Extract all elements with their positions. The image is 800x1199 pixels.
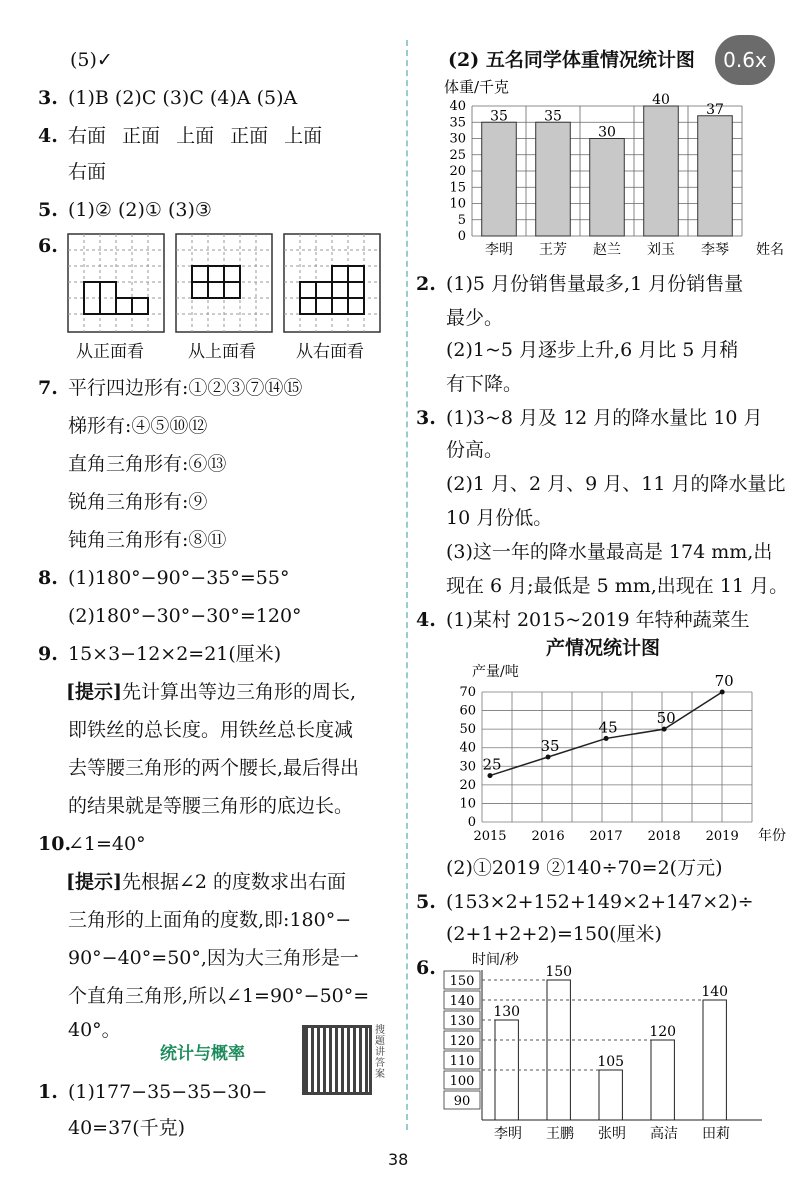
answer-line: (2)180°−30°−30°=120° <box>68 605 302 627</box>
answer-line: 现在 6 月;最低是 5 mm,出现在 11 月。 <box>446 575 789 597</box>
y-tick-label: 10 <box>449 196 466 212</box>
hint-text: 先计算出等边三角形的周长, <box>121 681 357 703</box>
question-number: 8. <box>38 567 58 589</box>
view-label-right: 从右面看 <box>296 342 364 362</box>
chart-2-heading: 产情况统计图 <box>546 637 661 659</box>
y-axis-label: 体重/千克 <box>444 78 510 96</box>
top-view-grid <box>176 234 272 332</box>
answer-4 <box>38 124 322 148</box>
data-point <box>662 727 667 732</box>
bar <box>482 122 517 236</box>
y-tick-label: 40 <box>459 740 476 756</box>
answer-text: (1)177−35−35−30− <box>68 1081 268 1103</box>
y-tick-label: 5 <box>457 212 466 228</box>
answer-line: (3)这一年的降水量最高是 174 mm,出 <box>446 541 773 563</box>
y-tick-label: 90 <box>453 1094 471 1109</box>
data-label: 25 <box>482 755 502 774</box>
answer-text: (1)某村 2015~2019 年特种蔬菜生 <box>446 609 750 631</box>
answer-text: (1)3~8 月及 12 月的降水量比 10 月 <box>446 407 763 429</box>
data-label: 45 <box>598 718 618 737</box>
answer-text: 平行四边形有:①②③⑦⑭⑮ <box>68 377 303 399</box>
view-label-top: 从上面看 <box>188 342 256 362</box>
hint-line: 三角形的上面角的度数,即:180°− <box>68 909 352 931</box>
y-axis-label: 时间/秒 <box>472 952 519 968</box>
data-label: 105 <box>597 1054 625 1070</box>
y-tick-label: 60 <box>459 703 476 719</box>
data-point <box>546 755 551 760</box>
answer-text: 15×3−12×2=21(厘米) <box>68 643 282 665</box>
question-number: 7. <box>38 377 58 399</box>
y-tick-label: 20 <box>459 777 476 793</box>
data-label: 35 <box>544 108 562 125</box>
y-tick-label: 140 <box>449 994 475 1009</box>
answer-5 <box>38 198 212 222</box>
y-tick-label: 40 <box>449 99 466 114</box>
answer-10 <box>38 832 146 856</box>
question-number: 6. <box>416 957 436 979</box>
x-tick-label: 2018 <box>647 829 681 844</box>
answer-line: (2)1~5 月逐步上升,6 月比 5 月稍 <box>446 339 739 361</box>
answer-line: (5)✓ <box>70 49 113 71</box>
x-tick-label: 刘玉 <box>647 242 675 258</box>
hint-line: 的结果就是等腰三角形的底边长。 <box>68 795 354 817</box>
question-number: 4. <box>416 609 436 631</box>
data-label: 130 <box>493 1004 521 1020</box>
right-column <box>412 0 800 1199</box>
answer-line: (2)1 月、2 月、9 月、11 月的降水量比 <box>446 473 786 495</box>
answer-text: (1)180°−90°−35°=55° <box>68 567 290 589</box>
bar <box>536 122 571 236</box>
hint-line: 90°−40°=50°,因为大三角形是一 <box>68 947 359 969</box>
data-label: 50 <box>656 709 676 728</box>
answer-r2 <box>416 272 743 296</box>
answer-r3 <box>416 406 763 430</box>
question-number: 5. <box>416 891 436 913</box>
answer-line: 有下降。 <box>446 373 523 395</box>
answer-r5 <box>416 890 754 914</box>
question-number: 3. <box>38 87 58 109</box>
x-tick-label: 李明 <box>485 242 513 258</box>
right-view-grid <box>284 234 380 332</box>
hint-line <box>66 680 356 704</box>
x-tick-label: 田莉 <box>702 1126 730 1142</box>
x-tick-label: 2016 <box>531 829 565 844</box>
y-tick-label: 110 <box>449 1054 475 1069</box>
data-label: 35 <box>540 737 560 755</box>
zoom-badge[interactable]: 0.6x <box>715 35 775 85</box>
time-bar-chart <box>432 950 792 1140</box>
answer-line: 梯形有:④⑤⑩⑫ <box>68 415 208 437</box>
page-number: 38 <box>388 1150 409 1169</box>
answer-line: 直角三角形有:⑥⑬ <box>68 453 227 475</box>
y-tick-label: 0 <box>467 815 476 830</box>
y-tick-label: 10 <box>459 796 476 812</box>
y-tick-label: 35 <box>449 115 466 131</box>
bar <box>644 106 679 236</box>
y-tick-label: 130 <box>449 1014 475 1029</box>
answer-text: (1)B (2)C (3)C (4)A (5)A <box>68 87 298 109</box>
question-number: 9. <box>38 643 58 665</box>
data-label: 30 <box>598 124 616 141</box>
x-tick-label: 王鹏 <box>546 1126 574 1142</box>
answer-text: (1)② (2)① (3)③ <box>68 199 212 221</box>
answer-line: (2+1+2+2)=150(厘米) <box>446 923 662 945</box>
answer-r4 <box>416 608 750 632</box>
y-tick-label: 25 <box>449 147 466 163</box>
question-number: 4. <box>38 125 58 147</box>
x-tick-label: 张明 <box>598 1126 626 1142</box>
hint-line: 40°。 <box>68 1019 121 1041</box>
bar <box>547 980 570 1120</box>
hint-line: 个直角三角形,所以∠1=90°−50°= <box>68 985 370 1007</box>
bar <box>703 1000 726 1120</box>
answer-line: 40=37(千克) <box>68 1117 186 1139</box>
question-number: 1. <box>38 1081 58 1103</box>
view-label-front: 从正面看 <box>76 342 144 362</box>
answer-text: ∠1=40° <box>68 833 146 855</box>
answer-text: 右面 正面 上面 正面 上面 <box>68 125 323 147</box>
x-axis-label: 年份 <box>758 828 786 844</box>
answer-line: (2)①2019 ②140÷70=2(万元) <box>446 857 723 879</box>
x-tick-label: 高洁 <box>650 1126 678 1142</box>
x-tick-label: 2019 <box>705 829 739 844</box>
y-tick-label: 15 <box>449 180 466 196</box>
weight-bar-chart <box>432 76 784 266</box>
data-label: 35 <box>490 108 508 125</box>
question-number: 3. <box>416 407 436 429</box>
answer-line: 右面 <box>68 161 107 183</box>
data-label: 120 <box>649 1024 677 1040</box>
y-tick-label: 0 <box>457 229 466 244</box>
x-tick-label: 王芳 <box>539 242 567 258</box>
question-number: 10. <box>38 833 72 855</box>
data-point <box>720 690 725 695</box>
x-tick-label: 2017 <box>589 829 623 844</box>
answer-line: 最少。 <box>446 307 504 329</box>
answer-9 <box>38 642 281 666</box>
data-point <box>604 736 609 741</box>
qr-code-image[interactable] <box>302 1025 372 1095</box>
data-point <box>488 773 493 778</box>
hint-label: [提示] <box>66 681 122 703</box>
answer-line: 10 月份低。 <box>446 507 553 529</box>
answer-text: (1)5 月份销售量最多,1 月份销售量 <box>446 273 744 295</box>
question-number: 5. <box>38 199 58 221</box>
hint-line <box>66 870 346 894</box>
x-tick-label: 2015 <box>473 829 507 844</box>
chart-1-heading: (2) 五名同学体重情况统计图 <box>448 49 695 71</box>
data-label: 37 <box>706 101 724 118</box>
section-title: 统计与概率 <box>160 1044 245 1064</box>
x-tick-label: 李明 <box>494 1126 522 1142</box>
y-tick-label: 30 <box>459 759 476 775</box>
answer-7 <box>38 376 302 400</box>
x-axis-label: 姓名 <box>756 242 784 258</box>
qr-label: 搜题讲答案 <box>375 1025 385 1080</box>
hint-line: 去等腰三角形的两个腰长,最后得出 <box>68 757 360 779</box>
answer-line: 钝角三角形有:⑧⑪ <box>68 529 227 551</box>
question-number: 6. <box>38 235 58 257</box>
bar <box>698 116 733 236</box>
bar <box>599 1070 622 1120</box>
question-number: 2. <box>416 273 436 295</box>
front-view-grid <box>68 234 164 332</box>
data-label: 70 <box>714 672 734 690</box>
bar <box>590 139 625 237</box>
y-tick-label: 150 <box>449 974 475 989</box>
y-tick-label: 100 <box>449 1074 475 1089</box>
stat-answer-1 <box>38 1080 267 1104</box>
bar <box>651 1040 674 1120</box>
y-tick-label: 70 <box>459 685 476 700</box>
x-tick-label: 李琴 <box>701 242 729 258</box>
x-tick-label: 赵兰 <box>593 242 621 258</box>
y-tick-label: 30 <box>449 131 466 147</box>
y-tick-label: 20 <box>449 164 466 179</box>
y-tick-label: 50 <box>459 722 476 738</box>
answer-8 <box>38 566 289 590</box>
hint-line: 即铁丝的总长度。用铁丝总长度减 <box>68 719 354 741</box>
y-tick-label: 120 <box>449 1034 475 1049</box>
hint-text: 先根据∠2 的度数求出右面 <box>121 871 347 893</box>
vegetable-line-chart <box>422 660 792 845</box>
answer-3 <box>38 86 297 110</box>
hint-label: [提示] <box>66 871 122 893</box>
data-label: 40 <box>652 92 670 108</box>
data-label: 150 <box>545 964 573 980</box>
answer-line: 锐角三角形有:⑨ <box>68 491 208 513</box>
data-label: 140 <box>701 984 729 1000</box>
answer-text: (153×2+152+149×2+147×2)÷ <box>446 891 754 913</box>
answer-line: 份高。 <box>446 439 504 461</box>
y-axis-label: 产量/吨 <box>472 664 519 680</box>
